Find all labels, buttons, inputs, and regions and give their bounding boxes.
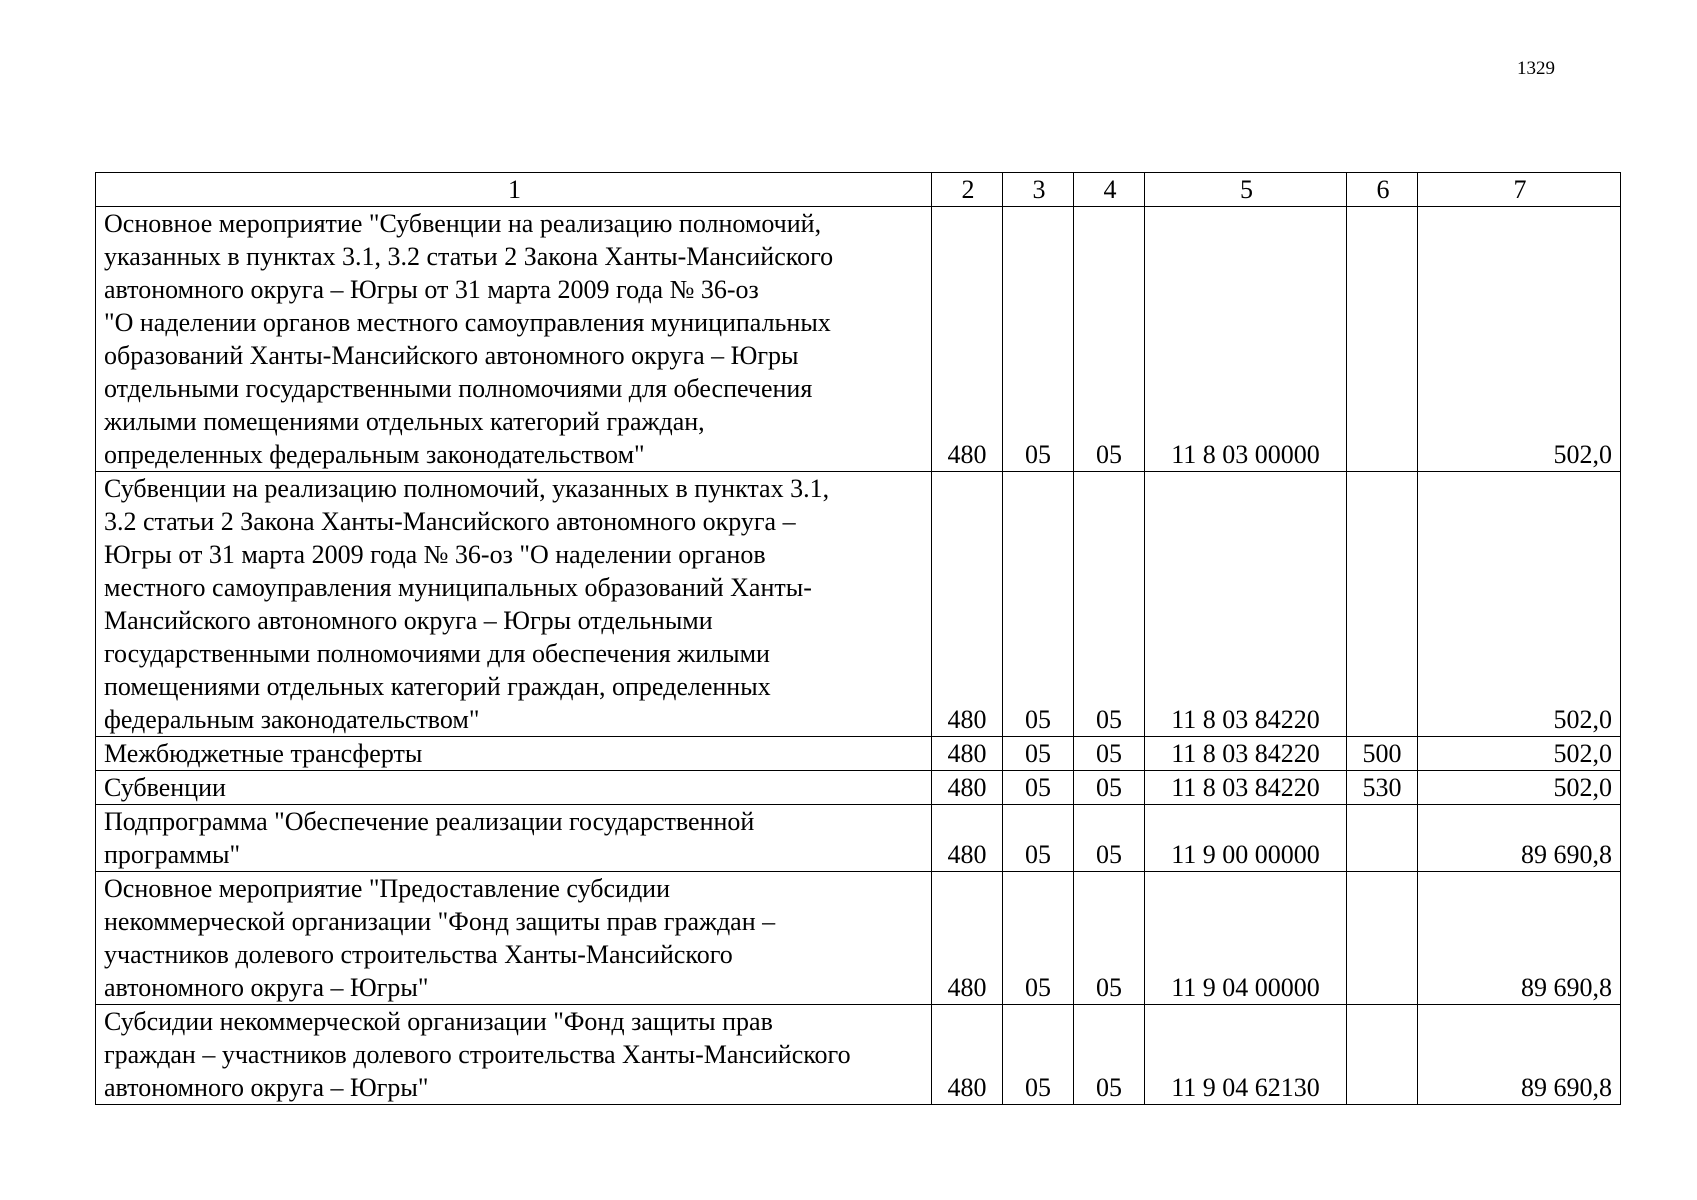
row-name-line: Основное мероприятие "Предоставление субсидии	[104, 874, 671, 903]
section-cell: 05	[1003, 771, 1074, 805]
target-article-cell: 11 8 03 00000	[1145, 207, 1347, 472]
row-name-line: граждан – участников долевого строительства Ханты-Мансийского	[104, 1040, 851, 1069]
row-name-cell	[96, 1005, 932, 1105]
amount-cell: 502,0	[1418, 207, 1621, 472]
row-name-line: местного самоуправления муниципальных образований Ханты-	[104, 573, 812, 602]
row-name-cell	[96, 207, 932, 472]
expense-type-cell	[1347, 207, 1418, 472]
table-row	[96, 805, 1621, 872]
target-article-cell: 11 8 03 84220	[1145, 771, 1347, 805]
row-name-line: отдельными государственными полномочиями для обеспечения	[104, 374, 813, 403]
admin-code-cell: 480	[932, 737, 1003, 771]
subsection-cell: 05	[1074, 872, 1145, 1005]
expense-type-cell: 500	[1347, 737, 1418, 771]
expense-type-cell	[1347, 472, 1418, 737]
section-cell: 05	[1003, 872, 1074, 1005]
row-name-line: автономного округа – Югры"	[104, 1073, 429, 1102]
row-name-line: федеральным законодательством"	[104, 705, 480, 734]
header-cell: 6	[1347, 173, 1418, 207]
amount-cell: 502,0	[1418, 737, 1621, 771]
row-name-line: образований Ханты-Мансийского автономного округа – Югры	[104, 341, 799, 370]
row-name-cell	[96, 771, 932, 805]
header-cell: 1	[96, 173, 932, 207]
row-name-line: Подпрограмма "Обеспечение реализации государственной	[104, 807, 755, 836]
section-cell: 05	[1003, 207, 1074, 472]
target-article-cell: 11 9 00 00000	[1145, 805, 1347, 872]
header-cell: 7	[1418, 173, 1621, 207]
target-article-cell: 11 8 03 84220	[1145, 737, 1347, 771]
row-name-line: Субвенции на реализацию полномочий, указанных в пунктах 3.1,	[104, 474, 830, 503]
amount-cell: 89 690,8	[1418, 805, 1621, 872]
amount-cell: 89 690,8	[1418, 872, 1621, 1005]
admin-code-cell: 480	[932, 472, 1003, 737]
section-cell: 05	[1003, 472, 1074, 737]
row-name-line: Межбюджетные трансферты	[104, 739, 423, 768]
amount-cell: 502,0	[1418, 771, 1621, 805]
admin-code-cell: 480	[932, 207, 1003, 472]
page-number: 1329	[1517, 58, 1555, 79]
subsection-cell: 05	[1074, 472, 1145, 737]
subsection-cell: 05	[1074, 805, 1145, 872]
row-name-line: государственными полномочиями для обеспечения жилыми	[104, 639, 770, 668]
row-name-line: Субвенции	[104, 773, 226, 802]
subsection-cell: 05	[1074, 737, 1145, 771]
header-cell: 2	[932, 173, 1003, 207]
table-row	[96, 771, 1621, 805]
header-cell: 5	[1145, 173, 1347, 207]
expense-type-cell	[1347, 1005, 1418, 1105]
amount-cell: 89 690,8	[1418, 1005, 1621, 1105]
row-name-line: участников долевого строительства Ханты-Мансийского	[104, 940, 733, 969]
section-cell: 05	[1003, 1005, 1074, 1105]
header-cell: 3	[1003, 173, 1074, 207]
row-name-line: некоммерческой организации "Фонд защиты прав граждан –	[104, 907, 776, 936]
row-name-cell	[96, 805, 932, 872]
table-row	[96, 872, 1621, 1005]
row-name-cell	[96, 872, 932, 1005]
row-name-line: определенных федеральным законодательством"	[104, 440, 645, 469]
row-name-line: помещениями отдельных категорий граждан, определенных	[104, 672, 771, 701]
admin-code-cell: 480	[932, 771, 1003, 805]
header-cell: 4	[1074, 173, 1145, 207]
row-name-cell	[96, 472, 932, 737]
row-name-line: жилыми помещениями отдельных категорий граждан,	[104, 407, 705, 436]
row-name-line: программы"	[104, 840, 241, 869]
table-row	[96, 472, 1621, 737]
amount-cell: 502,0	[1418, 472, 1621, 737]
subsection-cell: 05	[1074, 771, 1145, 805]
row-name-line: 3.2 статьи 2 Закона Ханты-Мансийского автономного округа –	[104, 507, 796, 536]
row-name-line: Основное мероприятие "Субвенции на реализацию полномочий,	[104, 209, 822, 238]
row-name-line: Югры от 31 марта 2009 года № 36-оз "О наделении органов	[104, 540, 766, 569]
target-article-cell: 11 8 03 84220	[1145, 472, 1347, 737]
admin-code-cell: 480	[932, 872, 1003, 1005]
row-name-line: автономного округа – Югры"	[104, 973, 429, 1002]
admin-code-cell: 480	[932, 805, 1003, 872]
subsection-cell: 05	[1074, 1005, 1145, 1105]
expense-type-cell: 530	[1347, 771, 1418, 805]
table-header-row	[96, 173, 1621, 207]
row-name-cell	[96, 737, 932, 771]
row-name-line: автономного округа – Югры от 31 марта 2009 года № 36-оз	[104, 275, 759, 304]
target-article-cell: 11 9 04 00000	[1145, 872, 1347, 1005]
row-name-line: Субсидии некоммерческой организации "Фонд защиты прав	[104, 1007, 773, 1036]
target-article-cell: 11 9 04 62130	[1145, 1005, 1347, 1105]
section-cell: 05	[1003, 737, 1074, 771]
admin-code-cell: 480	[932, 1005, 1003, 1105]
subsection-cell: 05	[1074, 207, 1145, 472]
section-cell: 05	[1003, 805, 1074, 872]
row-name-line: "О наделении органов местного самоуправления муниципальных	[104, 308, 831, 337]
table-row	[96, 737, 1621, 771]
table-row	[96, 207, 1621, 472]
row-name-line: указанных в пунктах 3.1, 3.2 статьи 2 Закона Ханты-Мансийского	[104, 242, 834, 271]
row-name-line: Мансийского автономного округа – Югры отдельными	[104, 606, 713, 635]
expense-type-cell	[1347, 872, 1418, 1005]
expense-type-cell	[1347, 805, 1418, 872]
budget-table	[95, 172, 1621, 1105]
table-row	[96, 1005, 1621, 1105]
